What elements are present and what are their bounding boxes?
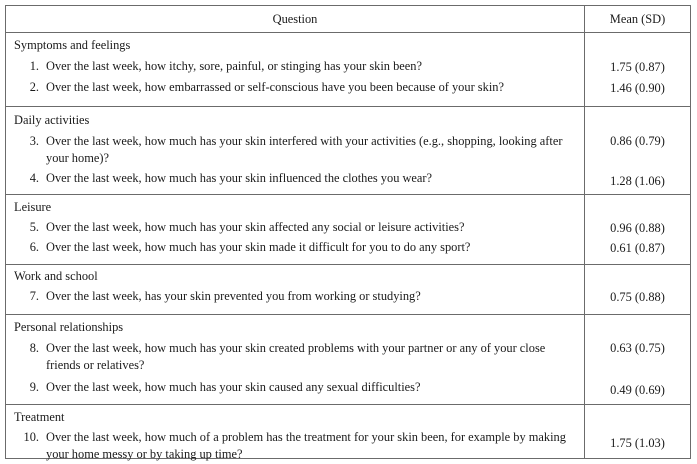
question-item bbox=[14, 239, 574, 256]
question-text: Over the last week, how much has your skin interfered with your activities (e.g., shopping, looking after your home)? bbox=[46, 134, 563, 165]
question-mean: 1.46 (0.90) bbox=[610, 81, 665, 95]
question-mean: 0.49 (0.69) bbox=[610, 383, 665, 397]
question-mean: 1.75 (1.03) bbox=[610, 436, 665, 450]
question-text: Over the last week, how much has your skin created problems with your partner or any of your close friends or relatives? bbox=[46, 341, 546, 372]
question-column-header: Question bbox=[272, 12, 318, 26]
question-number: 8. bbox=[29, 341, 39, 355]
question-number: 10. bbox=[23, 430, 39, 444]
question-number: 9. bbox=[29, 380, 39, 394]
question-text: Over the last week, how much has your skin caused any sexual difficulties? bbox=[46, 380, 421, 394]
question-mean: 0.86 (0.79) bbox=[610, 134, 665, 148]
question-text: Over the last week, how much has your skin influenced the clothes you wear? bbox=[46, 171, 433, 185]
question-mean: 0.63 (0.75) bbox=[610, 341, 665, 355]
question-text: Over the last week, how much has your skin made it difficult for you to do any sport? bbox=[46, 240, 471, 254]
question-number: 7. bbox=[29, 289, 39, 303]
question-item bbox=[14, 288, 574, 305]
question-mean: 1.28 (1.06) bbox=[610, 174, 665, 188]
question-mean: 0.61 (0.87) bbox=[610, 241, 665, 255]
question-number: 5. bbox=[29, 220, 39, 234]
question-mean: 0.96 (0.88) bbox=[610, 221, 665, 235]
section-category-label: Work and school bbox=[14, 269, 98, 283]
question-number: 3. bbox=[29, 134, 39, 148]
section-category-label: Leisure bbox=[14, 200, 52, 214]
question-item bbox=[14, 58, 574, 75]
section-category-label: Treatment bbox=[14, 410, 65, 424]
dlqi-table bbox=[5, 5, 691, 459]
question-text: Over the last week, how much has your skin affected any social or leisure activities? bbox=[46, 220, 465, 234]
question-item bbox=[14, 79, 574, 96]
section-symptoms-and-feelings bbox=[6, 32, 690, 107]
question-text: Over the last week, has your skin prevented you from working or studying? bbox=[46, 289, 421, 303]
question-item bbox=[14, 219, 574, 236]
question-item bbox=[14, 133, 574, 167]
section-category-label: Personal relationships bbox=[14, 320, 124, 334]
question-item bbox=[14, 429, 574, 463]
question-number: 6. bbox=[29, 240, 39, 254]
question-item bbox=[14, 340, 574, 374]
section-treatment bbox=[6, 404, 690, 461]
question-number: 4. bbox=[29, 171, 39, 185]
section-daily-activities bbox=[6, 106, 690, 195]
section-leisure bbox=[6, 194, 690, 265]
question-text: Over the last week, how embarrassed or self-conscious have you been because of your skin? bbox=[46, 80, 504, 94]
section-personal-relationships bbox=[6, 314, 690, 405]
question-item bbox=[14, 379, 574, 396]
question-mean: 1.75 (0.87) bbox=[610, 60, 665, 74]
mean-column-header: Mean (SD) bbox=[609, 12, 666, 26]
section-category-label: Daily activities bbox=[14, 113, 90, 127]
section-work-and-school bbox=[6, 264, 690, 315]
table-header-row bbox=[6, 6, 690, 33]
question-number: 1. bbox=[29, 59, 39, 73]
question-text: Over the last week, how itchy, sore, painful, or stinging has your skin been? bbox=[46, 59, 422, 73]
question-mean: 0.75 (0.88) bbox=[610, 290, 665, 304]
section-category-label: Symptoms and feelings bbox=[14, 38, 131, 52]
question-number: 2. bbox=[29, 80, 39, 94]
question-text: Over the last week, how much of a problem has the treatment for your skin been, for example by making your home messy or by taking up time? bbox=[46, 430, 566, 461]
question-item bbox=[14, 170, 574, 187]
